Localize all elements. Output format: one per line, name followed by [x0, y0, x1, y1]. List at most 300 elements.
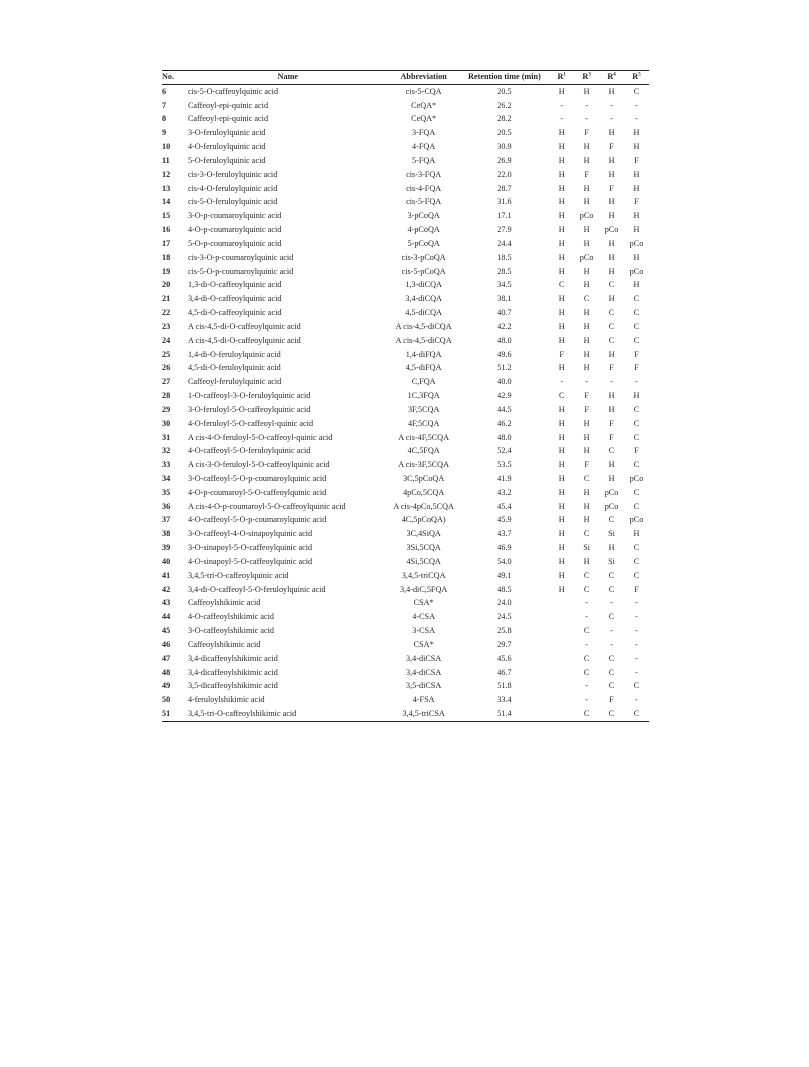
cell-r5: C — [624, 707, 649, 721]
cell-r4: H — [608, 155, 615, 165]
cell-retention-time: 22.0 — [497, 169, 512, 179]
cell-retention-time: 20.5 — [497, 86, 512, 96]
table-row — [162, 113, 649, 127]
cell-retention-time: 41.9 — [497, 474, 512, 483]
cell-no: 46 — [162, 639, 171, 649]
cell-no: 24 — [162, 335, 171, 345]
cell-r4: H — [608, 266, 615, 276]
table-row — [162, 140, 649, 154]
cell-r1: H — [558, 515, 565, 525]
cell-abbreviation: 3-pCoQA — [407, 211, 440, 221]
cell-r3: H — [583, 183, 590, 193]
cell-r4: H — [608, 474, 615, 483]
cell-r1: H — [558, 446, 565, 456]
cell-no: 45 — [162, 626, 171, 636]
cell-no: 31 — [162, 432, 171, 442]
cell-r3: H — [583, 515, 590, 525]
cell-name: Caffeoyl-epi-quinic acid — [187, 114, 269, 124]
cell-no: 51 — [162, 707, 184, 721]
cell-name: Caffeoyl-epi-quinic acid — [187, 100, 269, 110]
cell-r5: - — [635, 653, 638, 663]
cell-name: 5-O-p-coumaroylquinic acid — [187, 238, 282, 248]
cell-name: cis-3-O-feruloylquinic acid — [187, 169, 278, 179]
cell-retention-time: 43.2 — [497, 487, 512, 497]
cell-name: 3-O-sinapoyl-5-O-caffeoylquinic acid — [187, 543, 313, 553]
cell-name: 4,5-di-O-caffeoylquinic acid — [187, 308, 282, 318]
cell-no: 12 — [162, 169, 171, 179]
cell-name: cis-3-O-p-coumaroylquinic acid — [187, 252, 294, 262]
cell-no: 48 — [162, 667, 171, 677]
cell-r3: pCo — [579, 211, 594, 221]
cell-abbreviation: A cis-4,5-diCQA — [395, 321, 452, 331]
cell-name: 1,3-di-O-caffeoylquinic acid — [187, 280, 282, 290]
cell-name: cis-5-O-p-coumaroylquinic acid — [187, 266, 294, 276]
cell-abbreviation: A cis-4F,5CQA — [398, 432, 450, 442]
cell-abbreviation: C,FQA — [411, 377, 436, 387]
cell-name: 3-O-feruloyl-5-O-caffeoylquinic acid — [187, 404, 311, 414]
cell-r3: - — [585, 639, 588, 649]
cell-no: 7 — [162, 100, 167, 110]
cell-r1 — [549, 666, 574, 680]
cell-r1 — [549, 638, 574, 652]
cell-retention-time: 53.5 — [497, 460, 512, 470]
cell-no: 11 — [162, 155, 170, 165]
cell-r4: - — [610, 598, 613, 608]
cell-no: 15 — [162, 211, 171, 221]
cell-no: 27 — [162, 377, 171, 387]
cell-r1 — [549, 680, 574, 694]
cell-r5: pCo — [629, 474, 644, 483]
cell-retention-time: 42.2 — [497, 321, 512, 331]
cell-r4: - — [610, 114, 613, 124]
cell-r5: C — [633, 86, 640, 96]
cell-name: 4-O-caffeoyl-5-O-p-coumaroylquinic acid — [187, 515, 327, 525]
cell-r1: H — [558, 211, 565, 221]
cell-r4: C — [608, 653, 615, 663]
cell-abbreviation: 3,4,5-triCSA — [388, 707, 460, 721]
header-name: Name — [184, 71, 388, 85]
cell-r3: F — [584, 169, 589, 179]
cell-name: Caffeoylshikimic acid — [187, 598, 261, 608]
cell-r1 — [549, 693, 574, 707]
cell-r4: H — [608, 543, 615, 553]
cell-retention-time: 26.2 — [497, 100, 512, 110]
cell-abbreviation: 4F,5CQA — [407, 418, 440, 428]
cell-abbreviation: 1,4-diFQA — [405, 349, 442, 359]
cell-r1: H — [558, 404, 565, 414]
cell-abbreviation: 3,4-diCSA — [406, 667, 442, 677]
cell-r4: pCo — [604, 225, 619, 235]
cell-r4: C — [608, 308, 615, 318]
cell-no: 39 — [162, 543, 171, 553]
cell-r5: pCo — [629, 266, 644, 276]
table-row — [162, 445, 649, 459]
cell-r5: - — [635, 114, 638, 124]
cell-no: 44 — [162, 612, 171, 622]
cell-r5: C — [633, 543, 640, 553]
cell-name: 4,5-di-O-feruloylquinic acid — [187, 363, 281, 373]
cell-retention-time: 46.2 — [497, 418, 512, 428]
cell-name: 3-O-caffeoyl-5-O-p-coumaroylquinic acid — [187, 474, 327, 483]
cell-r3: H — [583, 349, 590, 359]
cell-r3: H — [583, 432, 590, 442]
cell-name: 1,4-di-O-feruloylquinic acid — [187, 349, 281, 359]
cell-r3: - — [585, 681, 588, 691]
cell-retention-time: 28.5 — [497, 266, 512, 276]
cell-r5: - — [635, 667, 638, 677]
cell-retention-time: 51.2 — [497, 363, 512, 373]
cell-r3: H — [583, 197, 590, 207]
cell-r4: H — [608, 197, 615, 207]
cell-r5: - — [635, 612, 638, 622]
cell-name: 4-O-p-coumaroyl-5-O-caffeoylquinic acid — [187, 487, 327, 497]
cell-name: A cis-3-O-feruloyl-5-O-caffeoylquinic acid — [187, 460, 330, 470]
cell-r1: H — [558, 432, 565, 442]
table-row — [162, 209, 649, 223]
cell-r1: H — [558, 86, 565, 96]
cell-r5: C — [633, 418, 640, 428]
cell-r1: H — [558, 155, 565, 165]
table-row — [162, 375, 649, 389]
table-row — [162, 458, 649, 472]
cell-r4: H — [608, 238, 615, 248]
cell-r5: C — [633, 294, 640, 304]
cell-retention-time: 45.6 — [497, 653, 512, 663]
table-row — [162, 362, 649, 376]
cell-name: Caffeoyl-feruloylquinic acid — [187, 377, 282, 387]
cell-r1: H — [558, 556, 565, 566]
table-row — [162, 693, 649, 707]
table-row — [162, 334, 649, 348]
cell-r1: H — [558, 474, 565, 483]
cell-retention-time: 40.7 — [497, 308, 512, 318]
cell-name: 3,4-dicaffeoylshikimic acid — [187, 653, 278, 663]
cell-retention-time: 42.9 — [497, 391, 512, 401]
cell-r5: H — [633, 225, 640, 235]
cell-r3: H — [583, 418, 590, 428]
cell-retention-time: 38.1 — [497, 294, 512, 304]
cell-no: 8 — [162, 114, 167, 124]
table-row — [162, 707, 649, 721]
cell-r3: - — [585, 114, 588, 124]
cell-r5: F — [634, 584, 639, 594]
cell-r1: H — [558, 335, 565, 345]
cell-abbreviation: 3-FQA — [412, 128, 436, 138]
cell-r1: H — [558, 543, 565, 553]
table-row — [162, 638, 649, 652]
cell-retention-time: 43.7 — [497, 529, 512, 539]
cell-abbreviation: 4-FQA — [412, 142, 436, 152]
cell-name: A cis-4-O-p-coumaroyl-5-O-caffeoylquinic acid — [187, 501, 346, 511]
cell-r3: C — [583, 653, 590, 663]
cell-abbreviation: 4Si,5CQA — [406, 556, 441, 566]
table-row — [162, 85, 649, 99]
cell-name: 3-O-caffeoylshikimic acid — [187, 626, 274, 636]
cell-no: 9 — [162, 128, 167, 138]
cell-r3: C — [583, 529, 590, 539]
cell-no: 38 — [162, 529, 171, 539]
cell-abbreviation: 3Si,5CQA — [406, 543, 441, 553]
cell-r5: H — [633, 391, 640, 401]
table-row — [162, 597, 649, 611]
cell-r3: H — [583, 266, 590, 276]
cell-r3: - — [585, 598, 588, 608]
cell-r3: C — [583, 474, 590, 483]
cell-name: 1-O-caffeoyl-3-O-feruloylquinic acid — [187, 391, 311, 401]
cell-no: 47 — [162, 653, 171, 663]
cell-abbreviation: 1C,3FQA — [407, 391, 440, 401]
cell-r4: H — [608, 460, 615, 470]
cell-name: 3-O-feruloylquinic acid — [187, 128, 266, 138]
cell-r3: H — [583, 225, 590, 235]
cell-r5: H — [633, 169, 640, 179]
cell-abbreviation: 3F,5CQA — [407, 404, 440, 414]
table-row — [162, 251, 649, 265]
cell-retention-time: 17.1 — [497, 211, 512, 221]
table-row — [162, 583, 649, 597]
table-row — [162, 279, 649, 293]
cell-retention-time: 26.9 — [497, 155, 512, 165]
cell-r4: C — [608, 570, 615, 580]
table-row — [162, 500, 649, 514]
cell-r4: H — [608, 404, 615, 414]
cell-r5: H — [633, 183, 640, 193]
cell-r1: H — [558, 183, 565, 193]
cell-r5: C — [633, 556, 640, 566]
cell-r3: H — [583, 335, 590, 345]
cell-name: cis-5-O-caffeoylquinic acid — [187, 86, 279, 96]
cell-abbreviation: 3-CSA — [412, 626, 436, 636]
cell-r3: - — [585, 695, 588, 705]
cell-no: 29 — [162, 404, 171, 414]
cell-r3: H — [583, 238, 590, 248]
cell-retention-time: 52.4 — [497, 446, 512, 456]
cell-r1: H — [558, 238, 565, 248]
cell-no: 17 — [162, 238, 171, 248]
cell-no: 32 — [162, 446, 171, 456]
cell-r4: - — [610, 626, 613, 636]
cell-r5: H — [633, 252, 640, 262]
cell-r3: H — [583, 142, 590, 152]
header-r5: $R^5$ — [624, 71, 649, 85]
cell-r3: F — [584, 404, 589, 414]
cell-r4: F — [609, 142, 614, 152]
cell-r1: H — [558, 294, 565, 304]
cell-name: 3,4,5-tri-O-caffeoylquinic acid — [187, 570, 289, 580]
table-row — [162, 237, 649, 251]
table-row — [162, 182, 649, 196]
cell-abbreviation: CSA* — [413, 639, 434, 649]
cell-r5: C — [633, 570, 640, 580]
cell-r3: H — [583, 86, 590, 96]
cell-r1: H — [558, 252, 565, 262]
cell-no: 19 — [162, 266, 171, 276]
cell-name: Caffeoylshikimic acid — [187, 639, 261, 649]
table-row — [162, 168, 649, 182]
cell-no: 33 — [162, 460, 171, 470]
cell-abbreviation: 3,4-diC,5FQA — [399, 584, 448, 594]
cell-name: cis-4-O-feruloylquinic acid — [187, 183, 278, 193]
table-row — [162, 265, 649, 279]
cell-r1: H — [558, 225, 565, 235]
cell-r4: H — [608, 294, 615, 304]
cell-r5: - — [635, 695, 638, 705]
cell-abbreviation: 4pCo,5CQA — [403, 487, 445, 497]
header-r1: $R^1$ — [549, 71, 574, 85]
cell-abbreviation: A cis-3F,5CQA — [398, 460, 450, 470]
cell-r4: pCo — [604, 487, 619, 497]
cell-retention-time: 51.4 — [460, 707, 550, 721]
cell-r1: H — [558, 321, 565, 331]
header-r3: $R^3$ — [574, 71, 599, 85]
cell-retention-time: 49.1 — [497, 570, 512, 580]
cell-name: 4-O-caffeoyl-5-O-feruloylquinic acid — [187, 446, 311, 456]
cell-r3: C — [583, 667, 590, 677]
cell-r1: - — [560, 377, 564, 387]
cell-r5: C — [633, 501, 640, 511]
cell-r5: H — [633, 211, 640, 221]
cell-retention-time: 40.0 — [497, 377, 512, 387]
cell-r4: Si — [608, 529, 615, 539]
cell-r3: C — [583, 584, 590, 594]
table-row — [162, 541, 649, 555]
table-row — [162, 528, 649, 542]
cell-retention-time: 24.4 — [497, 238, 512, 248]
cell-abbreviation: 3,4,5-triCQA — [401, 570, 446, 580]
table-row — [162, 431, 649, 445]
cell-r4: H — [608, 128, 615, 138]
cell-no: 49 — [162, 681, 171, 691]
cell-no: 20 — [162, 280, 171, 290]
table-row — [162, 569, 649, 583]
cell-name: 4-O-p-coumaroylquinic acid — [187, 225, 282, 235]
cell-no: 23 — [162, 321, 171, 331]
cell-name: 3-O-p-coumaroylquinic acid — [187, 211, 282, 221]
cell-name: 4-O-sinapoyl-5-O-caffeoylquinic acid — [187, 556, 313, 566]
cell-abbreviation: 3,5-diCSA — [406, 681, 442, 691]
table-row — [162, 417, 649, 431]
cell-r1: H — [558, 197, 565, 207]
cell-r5: H — [633, 128, 640, 138]
cell-retention-time: 46.9 — [497, 543, 512, 553]
cell-abbreviation: 5-pCoQA — [407, 238, 440, 248]
cell-r5: C — [633, 460, 640, 470]
cell-r5: pCo — [629, 238, 644, 248]
cell-r3: C — [583, 294, 590, 304]
cell-r3: H — [583, 487, 590, 497]
cell-r5: F — [634, 446, 639, 456]
cell-abbreviation: 1,3-diCQA — [405, 280, 442, 290]
cell-r3: - — [585, 377, 588, 387]
cell-no: 42 — [162, 584, 171, 594]
cell-r4: Si — [608, 556, 615, 566]
cell-r1 — [549, 707, 574, 721]
cell-abbreviation: 4C,5pCoQA) — [401, 515, 446, 525]
table-row — [162, 99, 649, 113]
cell-r4: F — [609, 432, 614, 442]
table-row — [162, 320, 649, 334]
cell-retention-time: 45.4 — [497, 501, 512, 511]
cell-r4: - — [610, 377, 613, 387]
cell-no: 10 — [162, 142, 171, 152]
cell-r1: C — [558, 391, 565, 401]
cell-abbreviation: 5-FQA — [412, 155, 436, 165]
cell-r3: H — [583, 446, 590, 456]
cell-r5: C — [633, 308, 640, 318]
cell-r5: C — [633, 335, 640, 345]
cell-abbreviation: 3,4-diCQA — [405, 294, 442, 304]
cell-name: 3,4-di-O-caffeoylquinic acid — [187, 294, 282, 304]
cell-retention-time: 28.7 — [497, 183, 512, 193]
cell-retention-time: 24.0 — [497, 598, 512, 608]
cell-r4: C — [608, 446, 615, 456]
cell-retention-time: 51.8 — [497, 681, 512, 691]
cell-retention-time: 49.6 — [497, 349, 512, 359]
cell-r3: pCo — [579, 252, 594, 262]
cell-r4: H — [608, 252, 615, 262]
cell-r3: - — [585, 612, 588, 622]
table-body — [162, 85, 649, 722]
cell-r4: F — [609, 183, 614, 193]
cell-r4: H — [608, 169, 615, 179]
table-row — [162, 610, 649, 624]
cell-r1: - — [560, 114, 564, 124]
cell-r1: H — [558, 266, 565, 276]
cell-abbreviation: 4,5-diFQA — [405, 363, 442, 373]
cell-r1: H — [558, 128, 565, 138]
table-row — [162, 292, 649, 306]
cell-r3: H — [583, 280, 590, 290]
cell-r4: C — [608, 321, 615, 331]
cell-name: 3,4-di-O-caffeoyl-5-O-feruloylquinic acid — [187, 584, 326, 594]
table-row — [162, 403, 649, 417]
cell-r1: H — [558, 460, 565, 470]
table-row — [162, 126, 649, 140]
cell-r3: H — [583, 308, 590, 318]
cell-name: 4-O-feruloylquinic acid — [187, 142, 266, 152]
cell-r5: H — [633, 529, 640, 539]
cell-abbreviation: 3C,4SiQA — [406, 529, 441, 539]
cell-abbreviation: CeQA* — [411, 100, 437, 110]
cell-no: 18 — [162, 252, 171, 262]
cell-r4: H — [608, 211, 615, 221]
cell-r5: C — [633, 681, 640, 691]
cell-name: 3,4-dicaffeoylshikimic acid — [187, 667, 278, 677]
cell-r3: F — [584, 460, 589, 470]
cell-r1 — [549, 597, 574, 611]
cell-r1: H — [558, 570, 565, 580]
cell-abbreviation: 3,4-diCSA — [406, 653, 442, 663]
cell-retention-time: 30.9 — [497, 142, 512, 152]
cell-name: 4-O-feruloyl-5-O-caffeoyl-quinic acid — [187, 418, 314, 428]
cell-r3: F — [584, 128, 589, 138]
cell-retention-time: 44.5 — [497, 404, 512, 414]
cell-r3: H — [583, 363, 590, 373]
cell-r1 — [549, 652, 574, 666]
table-row — [162, 306, 649, 320]
cell-name: 3,5-dicaffeoylshikimic acid — [187, 681, 278, 691]
cell-r1 — [549, 610, 574, 624]
cell-no: 22 — [162, 308, 171, 318]
cell-abbreviation: 4-pCoQA — [407, 225, 440, 235]
cell-no: 43 — [162, 598, 171, 608]
cell-no: 36 — [162, 501, 171, 511]
cell-r3: - — [585, 100, 588, 110]
cell-retention-time: 45.9 — [497, 515, 512, 525]
table-row — [162, 514, 649, 528]
cell-abbreviation: 4-FSA — [412, 695, 435, 705]
cell-name: 5-O-feruloylquinic acid — [187, 155, 266, 165]
